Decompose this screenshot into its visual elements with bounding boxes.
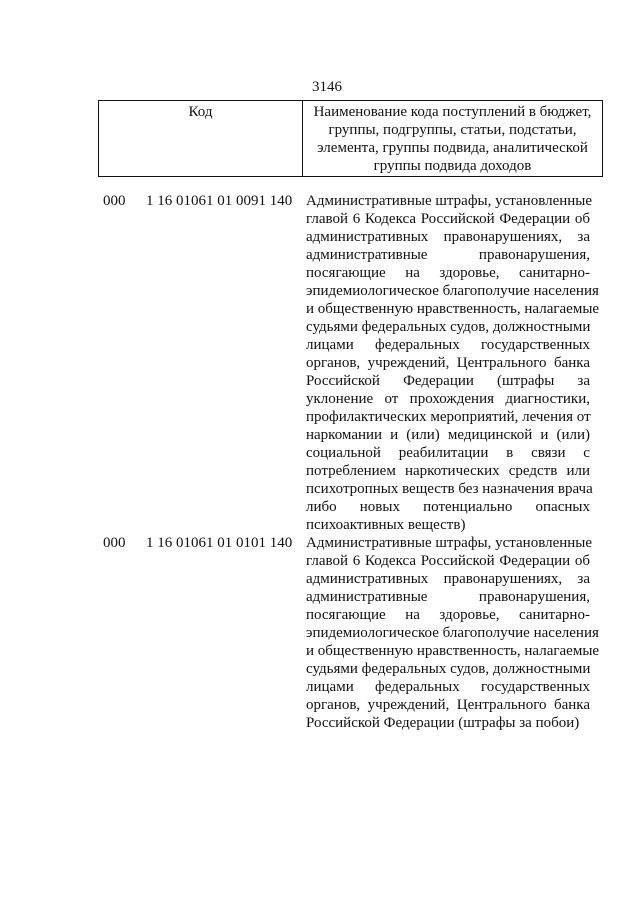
income-name-line: наркомании и (или) медицинской и (или) [306,427,590,443]
word: новых [359,499,400,515]
table-header [98,100,603,177]
word: санитарно- [518,607,590,623]
header-name-line: элемента, группы подвида, аналитической [317,140,588,156]
header-name-line: группы подвида доходов [373,158,532,174]
word: связи [531,445,566,461]
table-row [0,192,640,534]
income-name-line: потреблением наркотических средств или [306,463,590,479]
header-name-line: группы, подгруппы, статьи, подстатьи, [328,122,577,138]
income-name-line [306,228,590,246]
word: на [405,607,420,623]
income-name [306,192,600,534]
income-name-line: органов, учреждений, Центрального банка [306,697,590,713]
word: административных [306,229,429,245]
word: на [405,265,420,281]
header-code-column: Код [99,101,303,176]
income-name-line: судьями федеральных судов, должностными [306,319,591,335]
page-number: 3146 [312,79,342,95]
word: социальной [306,445,381,461]
income-name-line: психоактивных веществ) [306,517,466,533]
income-name-line: эпидемиологическое благополучие населения [306,283,599,299]
income-name-line [306,570,590,588]
word: Российской [306,373,380,389]
word: административные [306,589,428,605]
income-name-line [306,246,590,264]
income-name-line: Административные штрафы, установленные [306,535,593,551]
word: правонарушениях, [443,571,563,587]
word: государственных [481,679,590,695]
admin-code: 000 [103,193,126,209]
word: правонарушения, [478,247,590,263]
income-name-line [306,498,590,516]
income-name-line: главой 6 Кодекса Российской Федерации об [306,211,590,227]
income-name-line: Административные штрафы, установленные [306,193,593,209]
table-row [0,534,640,732]
income-name [306,534,600,732]
word: федеральных [375,337,460,353]
word: правонарушения, [478,589,590,605]
word: здоровье, [439,607,500,623]
income-name-line [306,336,590,354]
table-body [0,192,640,732]
income-name-line [306,372,590,390]
income-name-line: эпидемиологическое благополучие населения [306,625,599,641]
income-name-line: судьями федеральных судов, должностными [306,661,591,677]
header-name-line: Наименование кода поступлений в бюджет, [313,104,592,120]
word: лицами [306,337,354,353]
income-name-line [306,606,590,624]
word: административных [306,571,429,587]
word: в [506,445,514,461]
word: (штрафы [497,373,555,389]
word: реабилитации [398,445,489,461]
income-name-line: и общественную нравственность, налагаемые [306,643,600,659]
word: за [577,373,590,389]
word: правонарушениях, [443,229,563,245]
word: либо [306,499,337,515]
income-name-line: и общественную нравственность, налагаемые [306,301,600,317]
income-name-line: Российской Федерации (штрафы за побои) [306,715,580,731]
word: потенциально [423,499,513,515]
income-name-line: профилактических мероприятий, лечения от [306,409,591,425]
word: здоровье, [439,265,500,281]
word: санитарно- [518,265,590,281]
header-name-column [303,101,602,176]
word: за [577,571,590,587]
word: посягающие [306,265,386,281]
word: за [577,229,590,245]
income-name-line: уклонение от прохождения диагностики, [306,391,590,407]
income-name-line: органов, учреждений, Центрального банка [306,355,590,371]
income-name-line [306,444,590,462]
word: Федерации [403,373,474,389]
income-name-line [306,264,590,282]
income-code: 1 16 01061 01 0091 140 [146,193,293,209]
admin-code: 000 [103,535,126,551]
income-name-line [306,588,590,606]
income-name-line: психотропных веществ без назначения врача [306,481,593,497]
word: государственных [481,337,590,353]
word: административные [306,247,428,263]
income-name-line: главой 6 Кодекса Российской Федерации об [306,553,590,569]
word: опасных [535,499,590,515]
word: лицами [306,679,354,695]
income-name-line [306,678,590,696]
income-code: 1 16 01061 01 0101 140 [146,535,293,551]
word: федеральных [375,679,460,695]
word: с [583,445,590,461]
word: посягающие [306,607,386,623]
